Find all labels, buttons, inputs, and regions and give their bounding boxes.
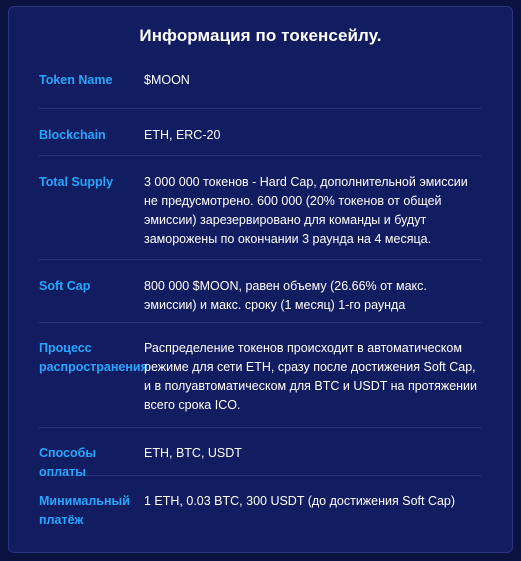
row-label: Total Supply: [39, 175, 114, 189]
card-title: Информация по токенсейлу.: [139, 26, 382, 45]
row-total-supply: [39, 156, 481, 260]
row-label: Soft Cap: [39, 279, 91, 293]
row-label: Способы оплаты: [39, 446, 97, 479]
tokensale-info-card: [8, 6, 513, 553]
tokensale-info-table: [39, 62, 481, 536]
row-value: ETH, ERC-20: [144, 128, 221, 142]
row-value: $MOON: [144, 73, 190, 87]
row-label: Blockchain: [39, 128, 106, 142]
row-value: 800 000 $MOON, равен объему (26.66% от макс. эмиссии) и макс. сроку (1 месяц) 1-го раунда: [144, 279, 427, 312]
row-value: 1 ETH, 0.03 BTC, 300 USDT (до достижения Soft Cap): [144, 494, 456, 508]
row-value: Распределение токенов происходит в автоматическом режиме для сети ETH, сразу после достижения Soft Cap, и в полуавтоматическом для BTC и USDT на протяжении всего срока ICO.: [144, 341, 478, 412]
row-minimum-payment: [39, 476, 481, 536]
row-blockchain: [39, 109, 481, 156]
row-label: Процесс распространения: [39, 341, 148, 374]
row-token-name: [39, 62, 481, 109]
row-label: Минимальный платёж: [39, 494, 130, 527]
row-soft-cap: [39, 260, 481, 323]
row-payment-methods: [39, 428, 481, 479]
row-distribution-process: [39, 323, 481, 428]
row-value: 3 000 000 токенов - Hard Cap, дополнительной эмиссии не предусмотрено. 600 000 (20% токенов от общей эмиссии) зарезервировано для команды и будут заморожены по окончании 3 раунда на 4 месяца.: [144, 175, 468, 246]
row-value: ETH, BTC, USDT: [144, 446, 242, 460]
row-label: Token Name: [39, 73, 113, 87]
